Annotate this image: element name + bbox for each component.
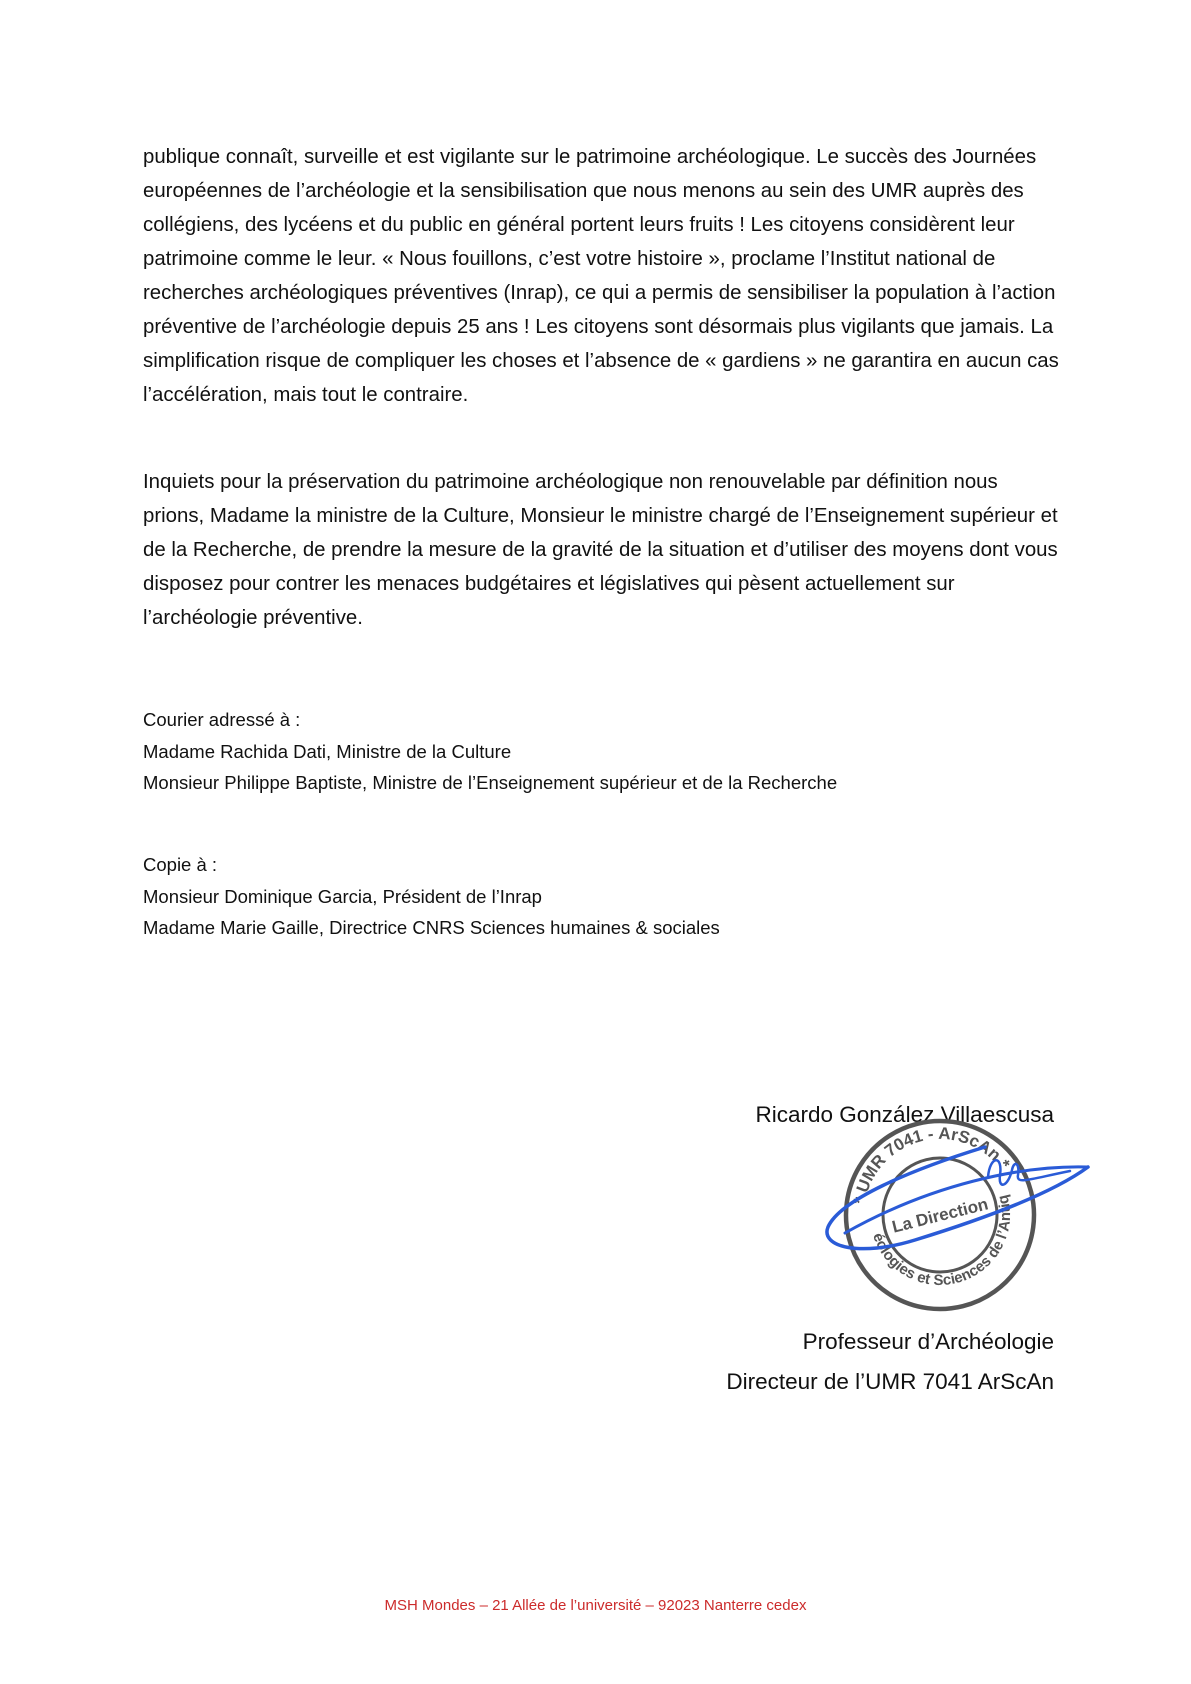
copie-recipient: Madame Marie Gaille, Directrice CNRS Sciences humaines & sociales	[143, 917, 720, 938]
stamp-bottom-text: Archéologies et Sciences de l’Antiquité	[869, 1193, 1015, 1290]
body-paragraph-2: Inquiets pour la préservation du patrimoine archéologique non renouvelable par définition nous prions, Madame la ministre de la Culture, Monsieur le ministre chargé de l’Enseignement supérieur et de la Recherche, de prendre la mesure de la gravité de la situation et d’utiliser des moyens dont vous disposez pour contrer les menaces budgétaires et législatives qui pèsent actuellement sur l’archéologie préventive.	[143, 471, 1058, 629]
courier-heading: Courier adressé à :	[143, 709, 301, 730]
signatory-title: Professeur d’Archéologie	[802, 1329, 1054, 1354]
signatory-name: Ricardo González Villaescusa	[755, 1102, 1054, 1127]
body-paragraph-1: publique connaît, surveille et est vigilante sur le patrimoine archéologique. Le succès des Journées européennes de l’archéologie et la sensibilisation que nous menons au sein des UMR auprès des collégiens, des lycéens et du public en général portent leurs fruits ! Les citoyens considèrent leur patrimoine comme le leur. « Nous fouillons, c’est votre histoire », proclame l’Institut national de recherches archéologiques préventives (Inrap), ce qui a permis de sensibiliser la population à l’action préventive de l’archéologie depuis 25 ans ! Les citoyens sont désormais plus vigilants que jamais. La simplification risque de compliquer les choses et l’absence de « gardiens » ne garantira en aucun cas l’accélération, mais tout le contraire.	[143, 146, 1059, 406]
signatory-position: Directeur de l’UMR 7041 ArScAn	[726, 1369, 1054, 1394]
official-stamp-seal	[820, 1115, 1090, 1315]
copie-heading: Copie à :	[143, 854, 218, 875]
courier-recipient: Madame Rachida Dati, Ministre de la Culture	[143, 740, 512, 762]
footer-address: MSH Mondes – 21 Allée de l’université – 92023 Nanterre cedex	[384, 1597, 807, 1614]
courier-block	[143, 704, 1063, 799]
copie-recipient: Monsieur Dominique Garcia, Président de l’Inrap	[143, 885, 542, 907]
copie-block	[143, 849, 1063, 944]
courier-recipient: Monsieur Philippe Baptiste, Ministre de l’Enseignement supérieur et de la Recherche	[143, 772, 838, 793]
stamp-top-text: * UMR 7041 - ArScAn *	[849, 1123, 1014, 1206]
stamp-center-text: La Direction	[890, 1194, 991, 1237]
